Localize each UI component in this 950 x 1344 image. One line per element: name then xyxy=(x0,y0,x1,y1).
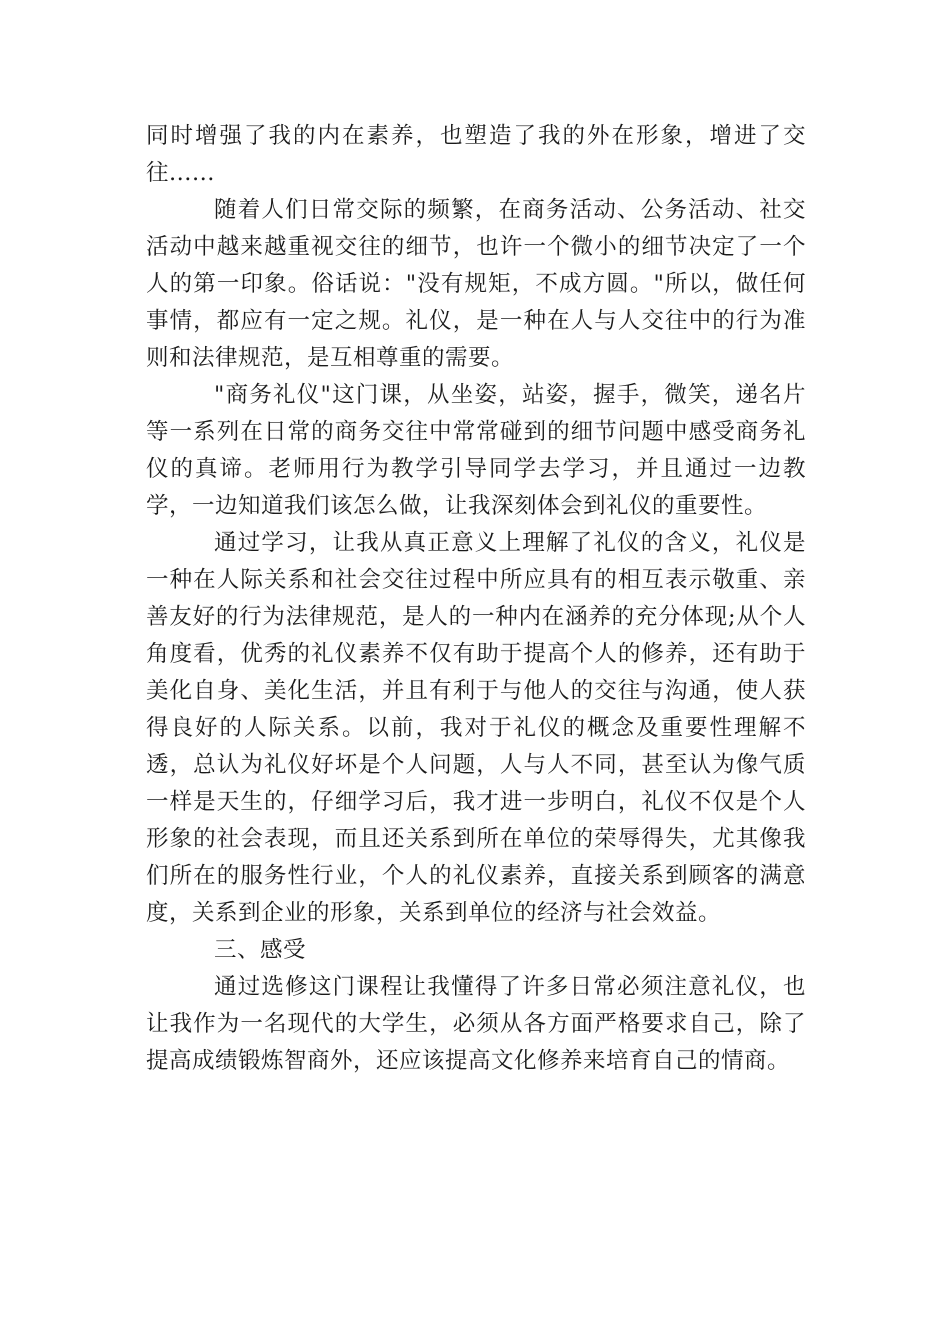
paragraph-social-details: 随着人们日常交际的频繁，在商务活动、公务活动、社交活动中越来越重视交往的细节，也许一个微小的细节决定了一个人的第一印象。俗话说："没有规矩，不成方圆。"所以，做任何事情，都应有一定之规。礼仪，是一种在人与人交往中的行为准则和法律规范，是互相尊重的需要。 xyxy=(146,197,806,371)
document-body xyxy=(146,118,806,1080)
paragraph-continuation: 同时增强了我的内在素养，也塑造了我的外在形象，增进了交往...... xyxy=(146,123,806,186)
paragraph-feelings: 通过选修这门课程让我懂得了许多日常必须注意礼仪，也让我作为一名现代的大学生，必须从各方面严格要求自己，除了提高成绩锻炼智商外，还应该提高文化修养来培育自己的情商。 xyxy=(146,974,806,1074)
paragraph-business-etiquette-course: "商务礼仪"这门课，从坐姿，站姿，握手，微笑，递名片等一系列在日常的商务交往中常常碰到的细节问题中感受商务礼仪的真谛。老师用行为教学引导同学去学习，并且通过一边教学，一边知道我们该怎么做，让我深刻体会到礼仪的重要性。 xyxy=(146,382,806,519)
paragraph-etiquette-meaning: 通过学习，让我从真正意义上理解了礼仪的含义，礼仪是一种在人际关系和社会交往过程中所应具有的相互表示敬重、亲善友好的行为法律规范，是人的一种内在涵养的充分体现;从个人角度看，优秀的礼仪素养不仅有助于提高个人的修养，还有助于美化自身、美化生活，并且有利于与他人的交往与沟通，使人获得良好的人际关系。以前，我对于礼仪的概念及重要性理解不透，总认为礼仪好坏是个人问题，人与人不同，甚至认为像气质一样是天生的，仔细学习后，我才进一步明白，礼仪不仅是个人形象的社会表现，而且还关系到所在单位的荣辱得失，尤其像我们所在的服务性行业，个人的礼仪素养，直接关系到顾客的满意度，关系到企业的形象，关系到单位的经济与社会效益。 xyxy=(146,530,806,926)
section-heading-feelings: 三、感受 xyxy=(214,937,307,963)
